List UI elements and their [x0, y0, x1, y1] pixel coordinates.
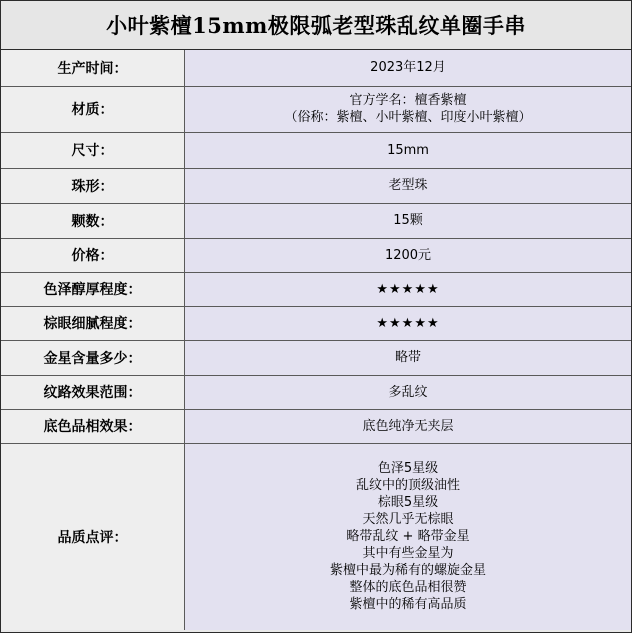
review-line-1: 色泽5星级	[377, 461, 439, 477]
label-price: 价格：	[1, 238, 185, 272]
row-base-color	[1, 409, 631, 443]
review-line-7: 紫檀中最为稀有的螺旋金星	[329, 563, 486, 579]
row-production-date	[1, 50, 631, 86]
row-bead-shape	[1, 168, 631, 203]
review-line-3: 棕眼5星级	[377, 495, 439, 511]
review-line-4: 天然几乎无棕眼	[362, 512, 454, 528]
value-material	[185, 86, 632, 132]
value-bead-shape: 老型珠	[185, 168, 632, 203]
row-quality-review	[1, 443, 631, 630]
review-line-9: 紫檀中的稀有高品质	[349, 597, 467, 613]
review-line-5: 略带乱纹 + 略带金星	[346, 529, 470, 545]
value-size: 15mm	[185, 132, 632, 168]
label-quality-review: 品质点评：	[1, 443, 185, 630]
row-price	[1, 238, 631, 272]
label-material: 材质：	[1, 86, 185, 132]
material-line-1: 官方学名：檀香紫檀	[349, 93, 467, 108]
review-line-2: 乱纹中的顶级油性	[355, 478, 460, 494]
row-material	[1, 86, 631, 132]
label-bead-count: 颗数：	[1, 203, 185, 238]
review-line-8: 整体的底色品相很赞	[349, 580, 467, 596]
row-color-richness	[1, 272, 631, 306]
spec-table	[1, 50, 631, 630]
value-grain-pattern: 多乱纹	[185, 375, 632, 409]
row-gold-star	[1, 340, 631, 375]
value-gold-star: 略带	[185, 340, 632, 375]
label-grain-pattern: 纹路效果范围：	[1, 375, 185, 409]
label-production-date: 生产时间：	[1, 50, 185, 86]
label-pore-fineness: 棕眼细腻程度：	[1, 306, 185, 340]
value-quality-review	[185, 443, 632, 630]
row-bead-count	[1, 203, 631, 238]
star-rating-color: ★★★★★	[185, 272, 632, 306]
row-pore-fineness	[1, 306, 631, 340]
material-line-2: （俗称：紫檀、小叶紫檀、印度小叶紫檀）	[284, 110, 532, 125]
value-price: 1200元	[185, 238, 632, 272]
label-bead-shape: 珠形：	[1, 168, 185, 203]
label-base-color: 底色品相效果：	[1, 409, 185, 443]
value-base-color: 底色纯净无夹层	[185, 409, 632, 443]
label-color-richness: 色泽醇厚程度：	[1, 272, 185, 306]
product-title: 小叶紫檀15mm极限弧老型珠乱纹单圈手串	[1, 1, 631, 50]
label-size: 尺寸：	[1, 132, 185, 168]
row-size	[1, 132, 631, 168]
value-bead-count: 15颗	[185, 203, 632, 238]
star-rating-pore: ★★★★★	[185, 306, 632, 340]
value-production-date: 2023年12月	[185, 50, 632, 86]
label-gold-star: 金星含量多少：	[1, 340, 185, 375]
row-grain-pattern	[1, 375, 631, 409]
review-line-6: 其中有些金星为	[362, 546, 454, 562]
